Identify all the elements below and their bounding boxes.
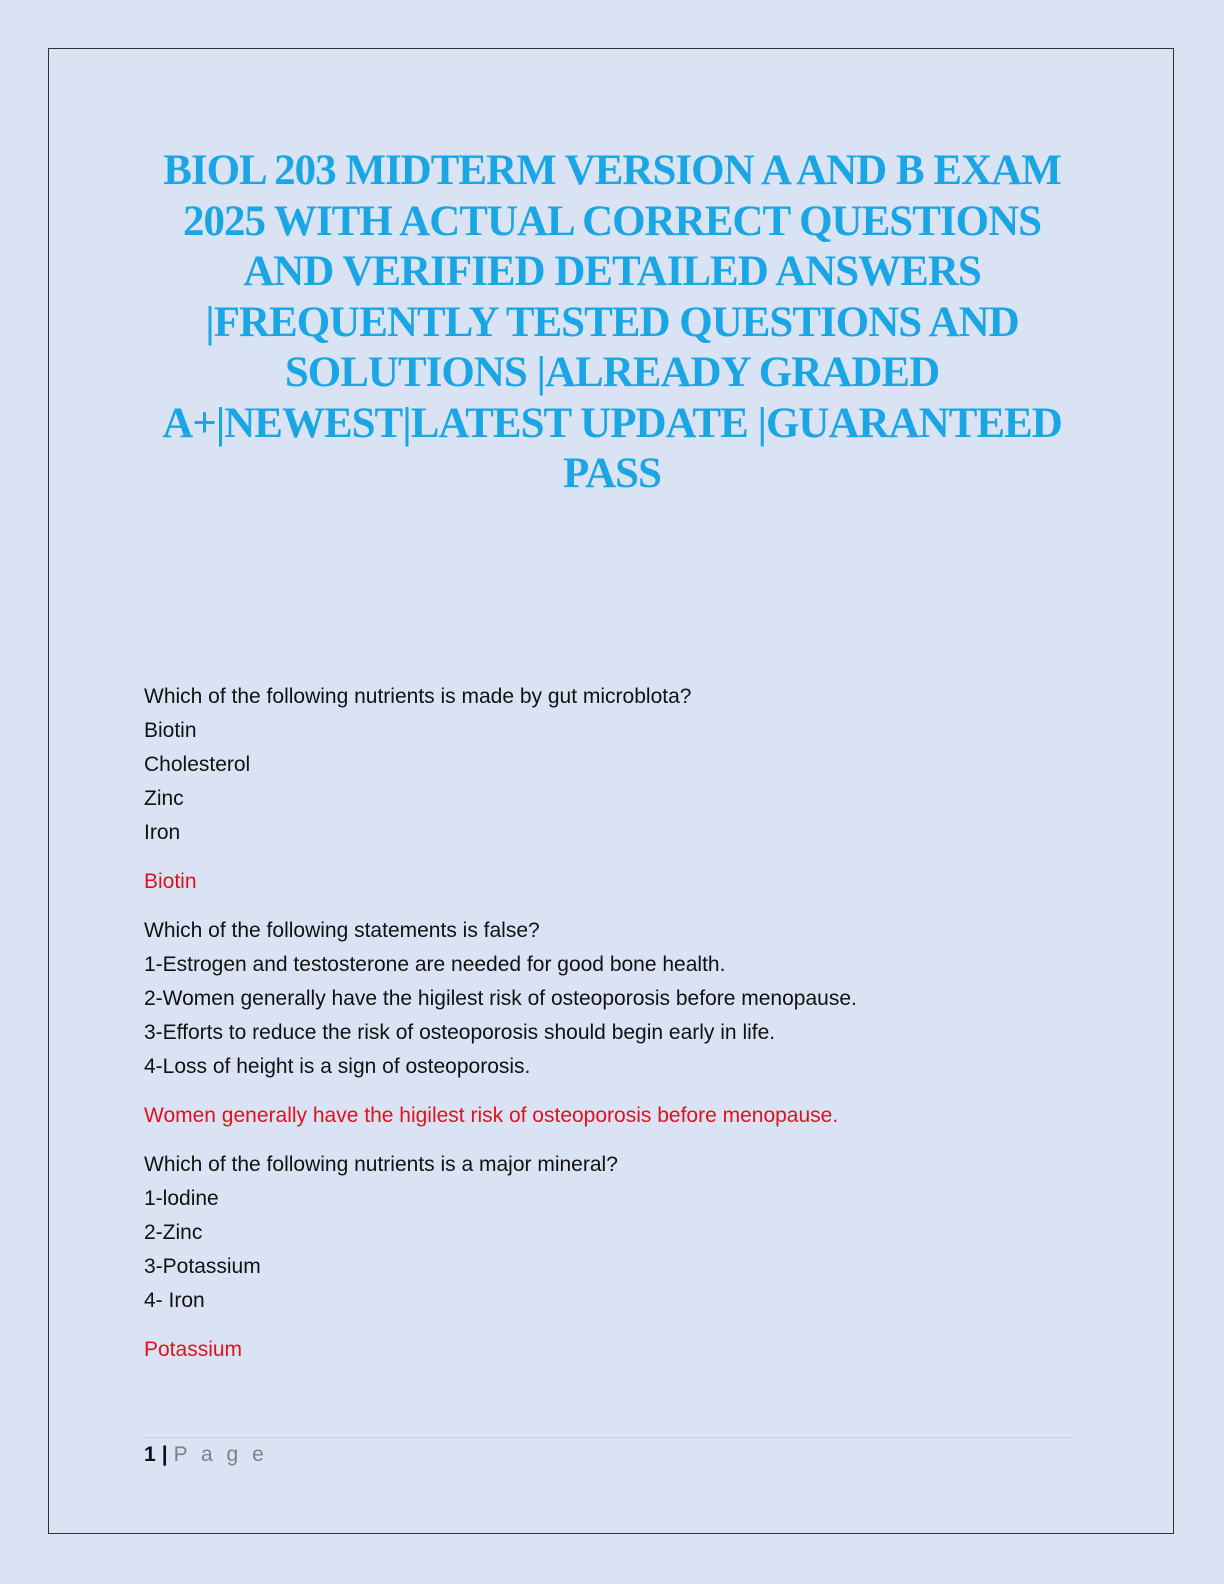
option-item: 4- Iron — [144, 1289, 205, 1312]
option-item: Zinc — [144, 787, 184, 810]
title-line: A+|NEWEST|LATEST UPDATE |GUARANTEED — [162, 399, 1062, 447]
question-text: Which of the following nutrients is a major mineral? — [144, 1153, 618, 1176]
option-item: 3-Potassium — [144, 1255, 261, 1278]
answer-text: Biotin — [144, 870, 197, 893]
title-line: |FREQUENTLY TESTED QUESTIONS AND — [205, 298, 1019, 346]
footer-separator: | — [161, 1443, 168, 1466]
question-text: Which of the following nutrients is made by gut microblota? — [144, 685, 692, 708]
answer-text: Women generally have the higilest risk of osteoporosis before menopause. — [144, 1104, 839, 1127]
option-item: 3-Efforts to reduce the risk of osteoporosis should begin early in life. — [144, 1021, 776, 1044]
question-block-2 — [144, 914, 1084, 1133]
option-item: 4-Loss of height is a sign of osteoporosis. — [144, 1055, 531, 1078]
title-line: PASS — [563, 450, 661, 497]
option-item: Cholesterol — [144, 753, 251, 776]
option-item: 1-Estrogen and testosterone are needed for good bone health. — [144, 953, 726, 976]
question-text: Which of the following statements is false? — [144, 919, 540, 942]
title-line: 2025 WITH ACTUAL CORRECT QUESTIONS — [182, 197, 1042, 245]
document-title — [140, 146, 1084, 500]
answer-text: Potassium — [144, 1338, 243, 1361]
option-item: 2-Women generally have the higilest risk of osteoporosis before menopause. — [144, 987, 857, 1010]
question-block-1 — [144, 680, 1084, 899]
option-item: Iron — [144, 821, 181, 844]
title-line: SOLUTIONS |ALREADY GRADED — [284, 349, 940, 396]
title-line: BIOL 203 MIDTERM VERSION A AND B EXAM — [163, 147, 1061, 194]
footer-divider — [144, 1437, 1074, 1438]
page-footer — [144, 1440, 268, 1470]
page-label: P a g e — [173, 1443, 268, 1466]
questions-content — [144, 680, 1084, 1382]
option-item: 1-lodine — [144, 1187, 219, 1210]
question-block-3 — [144, 1148, 1084, 1367]
option-item: 2-Zinc — [144, 1221, 203, 1244]
option-item: Biotin — [144, 719, 197, 742]
title-line: AND VERIFIED DETAILED ANSWERS — [243, 248, 981, 295]
page-number: 1 — [144, 1443, 156, 1466]
